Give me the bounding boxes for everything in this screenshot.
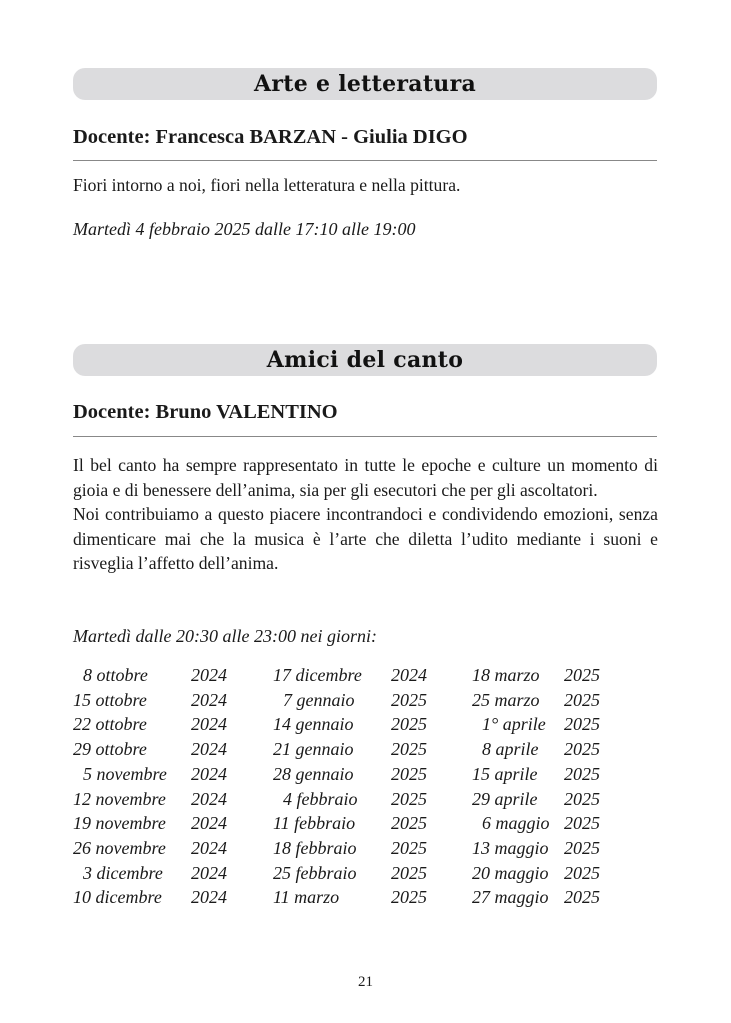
- section-header-canto: [73, 344, 657, 376]
- date-year: 2024: [191, 689, 227, 710]
- date-day: 8 aprile: [482, 739, 539, 760]
- date-year: 2024: [191, 763, 227, 784]
- date-year: 2024: [191, 739, 227, 760]
- date-year: 2025: [564, 665, 600, 685]
- date-row: [273, 861, 427, 886]
- date-row: [273, 663, 427, 688]
- date-row: [472, 762, 600, 787]
- section-title: Amici del canto: [266, 347, 464, 373]
- date-row: [472, 787, 600, 812]
- date-year: 2025: [564, 689, 600, 710]
- date-year: 2024: [391, 665, 427, 685]
- date-row: [472, 688, 600, 713]
- date-year: 2025: [391, 763, 427, 784]
- date-day: 21 gennaio: [273, 739, 354, 760]
- date-row: [472, 861, 600, 886]
- date-row: [472, 811, 600, 836]
- date-year: 2025: [391, 837, 427, 858]
- date-year: 2025: [564, 763, 600, 784]
- date-row: [73, 688, 227, 713]
- date-day: 17 dicembre: [273, 665, 362, 685]
- date-day: 18 marzo: [472, 665, 540, 685]
- divider: [73, 436, 657, 437]
- date-day: 29 ottobre: [73, 739, 147, 760]
- date-year: 2025: [391, 739, 427, 760]
- date-year: 2025: [564, 887, 600, 908]
- date-year: 2024: [191, 665, 227, 685]
- date-day: 18 febbraio: [273, 837, 357, 858]
- date-day: 15 aprile: [472, 763, 538, 784]
- date-day: 20 maggio: [472, 862, 549, 883]
- date-year: 2025: [564, 813, 600, 834]
- date-row: [73, 811, 227, 836]
- date-year: 2025: [391, 862, 427, 883]
- description-text: Fiori intorno a noi, fiori nella letteratura e nella pittura.: [73, 175, 461, 195]
- date-day: 11 marzo: [273, 887, 340, 908]
- date-day: 11 febbraio: [273, 813, 356, 834]
- date-day: 27 maggio: [472, 887, 549, 908]
- date-row: [73, 663, 227, 688]
- divider: [73, 160, 657, 161]
- date-day: 28 gennaio: [273, 763, 354, 784]
- date-row: [73, 762, 227, 787]
- date-row: [73, 787, 227, 812]
- date-day: 25 febbraio: [273, 862, 357, 883]
- date-row: [73, 712, 227, 737]
- docente-label: Docente: Bruno VALENTINO: [73, 401, 338, 423]
- date-row: [73, 885, 227, 910]
- course-description: [73, 173, 658, 198]
- date-day: 5 novembre: [83, 763, 167, 784]
- section-header-arte: [73, 68, 657, 100]
- date-row: [273, 836, 427, 861]
- page-number: 21: [358, 974, 373, 990]
- date-day: 1° aprile: [482, 714, 546, 735]
- date-year: 2024: [191, 862, 227, 883]
- date-year: 2025: [564, 788, 600, 809]
- date-row: [472, 737, 600, 762]
- section-title: Arte e letteratura: [253, 71, 477, 97]
- date-year: 2024: [191, 887, 227, 908]
- date-year: 2024: [191, 837, 227, 858]
- schedule-text: Martedì 4 febbraio 2025 dalle 17:10 alle 19:00: [73, 219, 416, 239]
- date-year: 2025: [391, 887, 427, 908]
- date-row: [472, 663, 600, 688]
- schedule-text: Martedì dalle 20:30 alle 23:00 nei giorni:: [73, 626, 377, 646]
- date-day: 8 ottobre: [83, 665, 148, 685]
- date-day: 3 dicembre: [83, 862, 163, 883]
- date-year: 2024: [191, 813, 227, 834]
- date-day: 15 ottobre: [73, 689, 147, 710]
- date-day: 14 gennaio: [273, 714, 354, 735]
- date-year: 2024: [191, 714, 227, 735]
- date-row: [73, 737, 227, 762]
- date-day: 25 marzo: [472, 689, 540, 710]
- date-year: 2024: [191, 788, 227, 809]
- date-day: 13 maggio: [472, 837, 549, 858]
- date-day: 4 febbraio: [283, 788, 358, 809]
- date-day: 19 novembre: [73, 813, 166, 834]
- description-paragraph: Noi contribuiamo a questo piacere incontrandoci e condividendo emozioni, senza dimenticare mai che la musica è l’arte che diletta l’udito mediante i suoni e risveglia l’affetto dell’anima.: [73, 504, 658, 573]
- date-row: [73, 861, 227, 886]
- date-day: 7 gennaio: [283, 689, 355, 710]
- date-row: [273, 811, 427, 836]
- date-year: 2025: [391, 689, 427, 710]
- date-day: 26 novembre: [73, 837, 166, 858]
- course-description: [73, 453, 658, 576]
- date-year: 2025: [564, 862, 600, 883]
- dates-column: [472, 663, 600, 910]
- date-row: [472, 712, 600, 737]
- date-day: 29 aprile: [472, 788, 538, 809]
- date-day: 22 ottobre: [73, 714, 147, 735]
- date-row: [73, 836, 227, 861]
- date-day: 10 dicembre: [73, 887, 162, 908]
- date-row: [273, 762, 427, 787]
- docente-label: Docente: Francesca BARZAN - Giulia DIGO: [73, 126, 468, 148]
- date-row: [273, 787, 427, 812]
- date-day: 12 novembre: [73, 788, 166, 809]
- date-row: [273, 712, 427, 737]
- dates-column: [73, 663, 227, 910]
- date-row: [273, 688, 427, 713]
- date-day: 6 maggio: [482, 813, 550, 834]
- date-year: 2025: [564, 837, 600, 858]
- date-year: 2025: [564, 739, 600, 760]
- date-year: 2025: [391, 714, 427, 735]
- date-year: 2025: [564, 714, 600, 735]
- date-row: [273, 885, 427, 910]
- date-year: 2025: [391, 788, 427, 809]
- dates-column: [273, 663, 427, 910]
- date-year: 2025: [391, 813, 427, 834]
- date-row: [472, 885, 600, 910]
- date-row: [472, 836, 600, 861]
- date-row: [273, 737, 427, 762]
- description-paragraph: Il bel canto ha sempre rappresentato in tutte le epoche e culture un momento di gioia e di benessere dell’anima, sia per gli esecutori che per gli ascoltatori.: [73, 455, 658, 500]
